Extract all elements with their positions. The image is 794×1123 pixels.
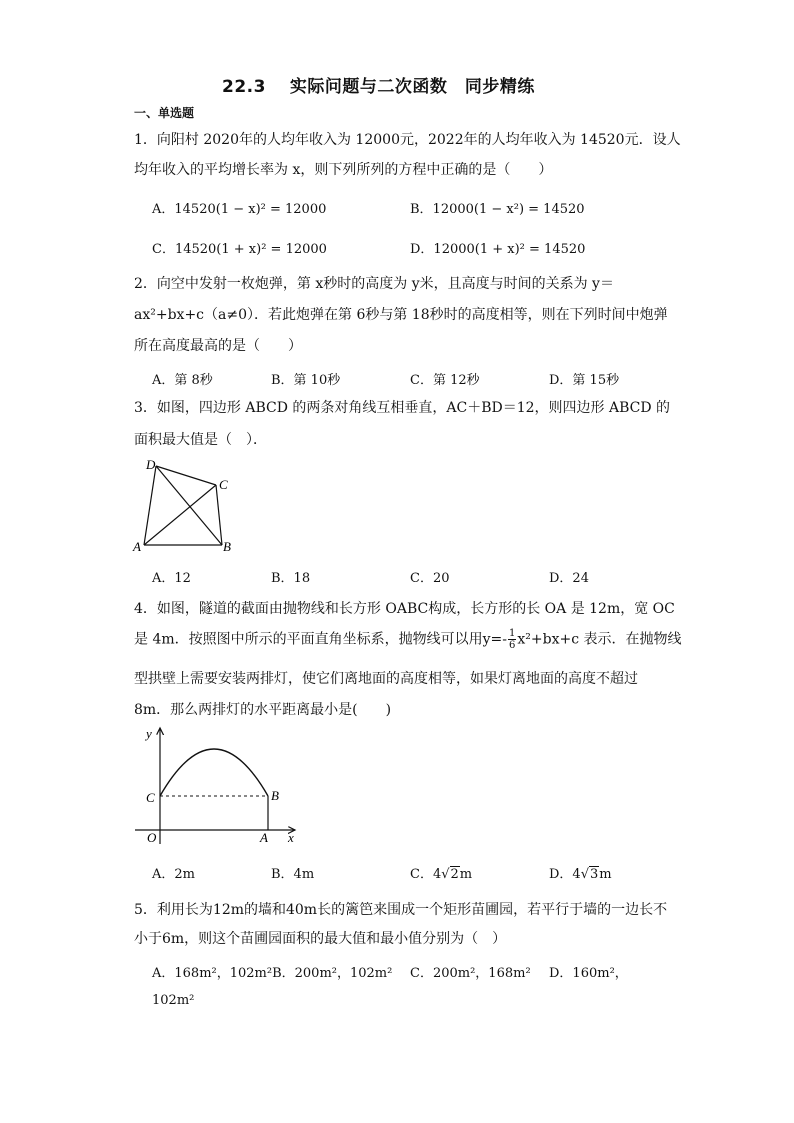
q4-label-a: A	[260, 830, 268, 845]
q5-option-d-continued: 102m²	[152, 993, 195, 1008]
q4-option-d-radicand: 3	[590, 867, 599, 882]
page-title: 22.3 实际问题与二次函数 同步精练	[222, 77, 535, 97]
q3-side-da	[144, 466, 156, 545]
q5-option-c[interactable]: C．200m²，168m²	[410, 966, 531, 981]
q3-option-d[interactable]: D．24	[549, 571, 589, 586]
q2-stem-line1: 2．向空中发射一枚炮弹，第 x秒时的高度为 y米，且高度与时间的关系为 y＝	[134, 276, 614, 292]
q4-stem-line4: 8m．那么两排灯的水平距离最小是( )	[134, 702, 392, 718]
q4-option-c-prefix: C．4	[410, 867, 442, 882]
q4-option-d-sqrt-sign: √	[580, 867, 589, 882]
q3-quadrilateral-figure	[130, 455, 240, 555]
q5-stem-line2: 小于6m，则这个苗圃园面积的最大值和最小值分别为（ ）	[134, 931, 507, 947]
q3-label-c: C	[219, 477, 228, 492]
q4-label-b: B	[271, 788, 279, 803]
q4-option-c-sqrt-sign: √	[441, 867, 450, 882]
q4-option-d-unit: m	[599, 867, 612, 882]
q4-option-a[interactable]: A．2m	[152, 867, 195, 882]
q4-stem-line2-start: 是 4m．按照图中所示的平面直角坐标系，抛物线可以用y=-	[134, 631, 508, 648]
q1-stem-line2: 均年收入的平均增长率为 x，则下列所列的方程中正确的是（ ）	[134, 162, 553, 178]
q4-label-y: y	[146, 726, 152, 741]
q3-option-c[interactable]: C．20	[410, 571, 450, 586]
q4-stem-line2-end: x²+bx+c 表示．在抛物线	[517, 631, 682, 648]
q1-option-a[interactable]: A．14520(1 − x)² = 12000	[152, 202, 327, 217]
section-heading: 一、单选题	[134, 106, 195, 120]
q4-stem-line2	[134, 628, 682, 651]
q4-option-c-unit: m	[459, 867, 473, 882]
q3-label-d: D	[146, 457, 156, 472]
q3-label-b: B	[223, 539, 231, 554]
q4-stem-line1: 4．如图，隧道的截面由抛物线和长方形 OABC构成，长方形的长 OA 是 12m，宽 OC	[134, 601, 675, 617]
q5-option-a-b[interactable]: A．168m²，102m²B．200m²，102m²	[152, 966, 393, 981]
q5-stem-line1: 5．利用长为12m的墙和40m长的篱笆来围成一个矩形苗圃园，若平行于墙的一边长不	[134, 902, 668, 918]
q3-option-a[interactable]: A．12	[152, 571, 191, 586]
q4-parabola-arch	[160, 749, 268, 796]
q4-stem-line3: 型拱壁上需要安装两排灯，使它们离地面的高度相等，如果灯离地面的高度不超过	[134, 671, 638, 687]
q4-option-c[interactable]	[410, 863, 472, 882]
q2-stem-line2: ax²+bx+c（a≠0）．若此炮弹在第 6秒与第 18秒时的高度相等，则在下列时间中炮弹	[134, 307, 668, 323]
q5-option-d[interactable]: D．160m²，	[549, 966, 628, 981]
q4-option-c-radicand: 2	[450, 867, 459, 882]
q3-stem-line2: 面积最大值是（ ）．	[134, 432, 267, 448]
q4-option-b[interactable]: B．4m	[271, 867, 315, 882]
q4-option-d[interactable]	[549, 863, 612, 882]
q1-option-d[interactable]: D．12000(1 + x)² = 14520	[410, 242, 586, 257]
q3-diagonal-bd	[156, 466, 222, 545]
q1-option-c[interactable]: C．14520(1 + x)² = 12000	[152, 242, 327, 257]
q3-stem-line1: 3．如图，四边形 ABCD 的两条对角线互相垂直，AC＋BD＝12，则四边形 ABCD 的	[134, 400, 671, 416]
q3-label-a: A	[133, 539, 141, 554]
q2-option-a[interactable]: A．第 8秒	[152, 373, 213, 388]
q1-stem-line1: 1．向阳村 2020年的人均年收入为 12000元，2022年的人均年收入为 14520元．设人	[134, 132, 681, 148]
q2-stem-line3: 所在高度最高的是（ ）	[134, 338, 302, 354]
q4-tunnel-figure	[130, 722, 310, 847]
q4-fraction-numerator: 1	[509, 628, 516, 639]
q2-option-d[interactable]: D．第 15秒	[549, 373, 620, 388]
q4-fraction-denominator: 6	[509, 640, 516, 651]
q4-fraction	[508, 628, 516, 651]
q3-option-b[interactable]: B．18	[271, 571, 311, 586]
q4-label-c: C	[146, 790, 155, 805]
q4-label-o: O	[147, 830, 157, 845]
q2-option-b[interactable]: B．第 10秒	[271, 373, 341, 388]
q3-side-bc	[216, 485, 222, 545]
q3-side-cd	[156, 466, 216, 485]
q4-option-d-prefix: D．4	[549, 867, 581, 882]
q1-option-b[interactable]: B．12000(1 − x²) = 14520	[410, 202, 585, 217]
q2-option-c[interactable]: C．第 12秒	[410, 373, 480, 388]
q4-label-x: x	[288, 830, 294, 845]
